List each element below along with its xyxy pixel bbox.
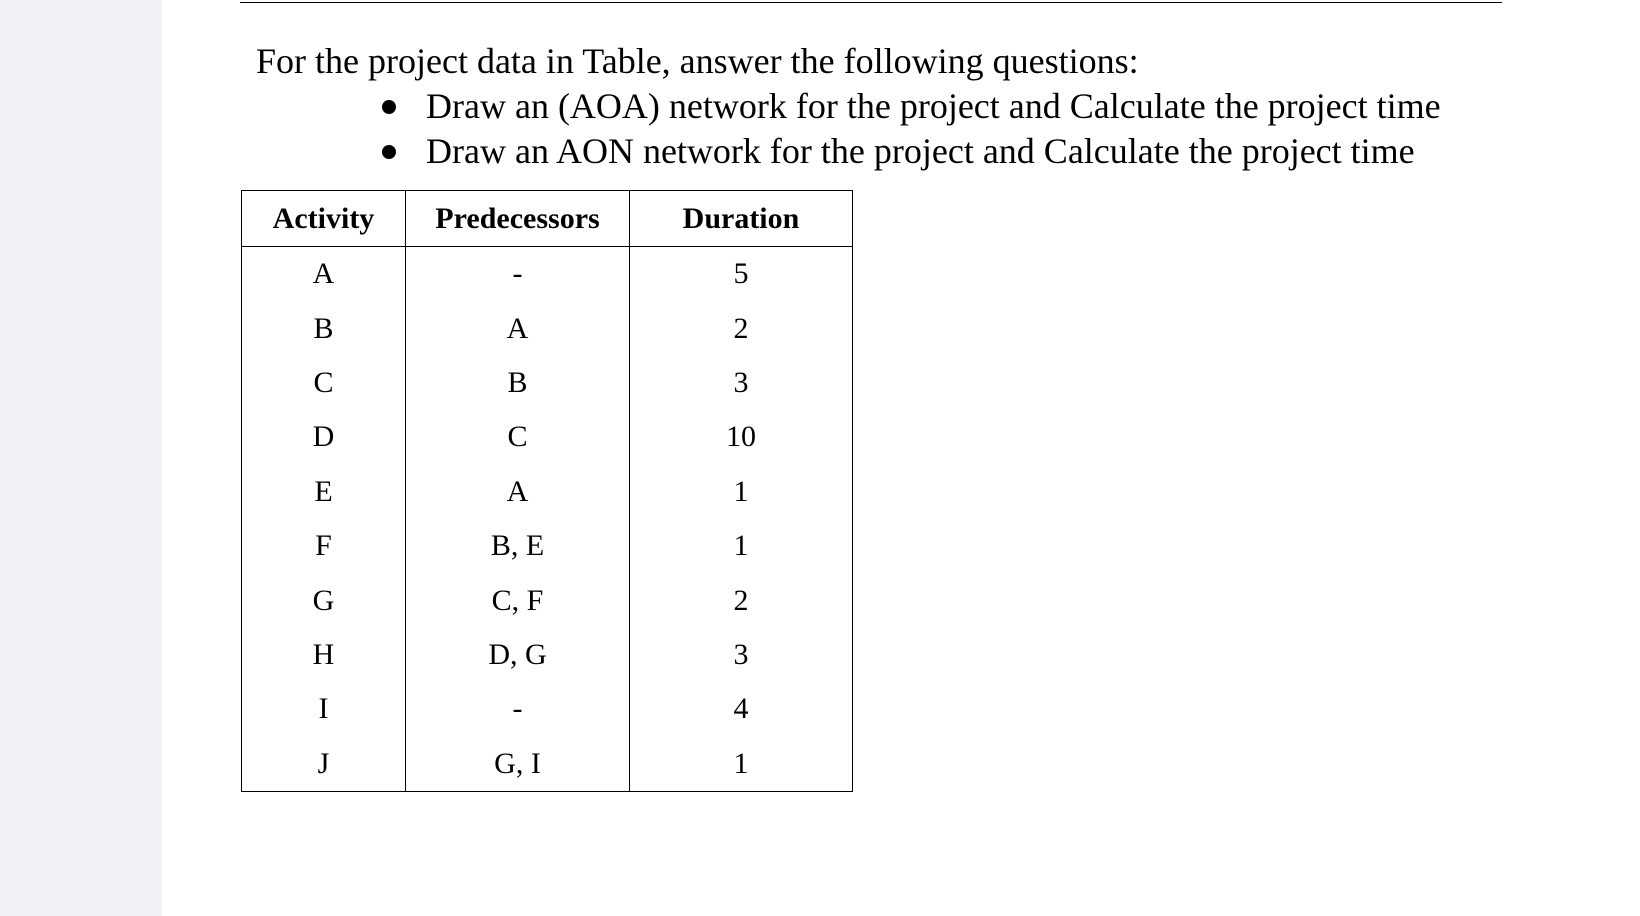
cell-activity: E — [242, 465, 406, 519]
header-duration: Duration — [630, 191, 853, 247]
table-row — [242, 519, 853, 573]
table-row — [242, 573, 853, 627]
table-row — [242, 737, 853, 792]
cell-activity: B — [242, 301, 406, 355]
cell-predecessors: G, I — [406, 737, 630, 792]
cell-predecessors: B — [406, 356, 630, 410]
table-row — [242, 356, 853, 410]
cell-activity: I — [242, 682, 406, 736]
header-activity: Activity — [242, 191, 406, 247]
cell-activity: H — [242, 628, 406, 682]
cell-activity: J — [242, 737, 406, 792]
table-header-row — [242, 191, 853, 247]
cell-activity: D — [242, 410, 406, 464]
table-row — [242, 465, 853, 519]
cell-predecessors: - — [406, 247, 630, 302]
bullet-text: Draw an AON network for the project and Calculate the project time — [426, 131, 1415, 171]
page-left-margin — [0, 0, 162, 916]
table-row — [242, 682, 853, 736]
cell-duration: 3 — [630, 628, 853, 682]
cell-duration: 4 — [630, 682, 853, 736]
cell-duration: 1 — [630, 737, 853, 792]
bullet-text: Draw an (AOA) network for the project and Calculate the project time — [426, 86, 1441, 126]
cell-duration: 2 — [630, 301, 853, 355]
bullet-item-aoa — [370, 84, 1441, 129]
cell-duration: 10 — [630, 410, 853, 464]
cell-duration: 1 — [630, 465, 853, 519]
cell-predecessors: B, E — [406, 519, 630, 573]
cell-predecessors: C, F — [406, 573, 630, 627]
table-row — [242, 628, 853, 682]
cell-duration: 1 — [630, 519, 853, 573]
cell-predecessors: - — [406, 682, 630, 736]
cell-predecessors: D, G — [406, 628, 630, 682]
header-predecessors: Predecessors — [406, 191, 630, 247]
cell-predecessors: A — [406, 301, 630, 355]
cell-duration: 2 — [630, 573, 853, 627]
cell-activity: G — [242, 573, 406, 627]
cell-predecessors: A — [406, 465, 630, 519]
cell-duration: 5 — [630, 247, 853, 302]
bullet-dot-icon — [382, 145, 396, 159]
table-row — [242, 410, 853, 464]
cell-activity: F — [242, 519, 406, 573]
cell-duration: 3 — [630, 356, 853, 410]
cell-activity: A — [242, 247, 406, 302]
question-bullet-list — [370, 84, 1441, 174]
cell-activity: C — [242, 356, 406, 410]
table-row — [242, 301, 853, 355]
bullet-item-aon — [370, 129, 1441, 174]
bullet-dot-icon — [382, 100, 396, 114]
top-rule-divider — [240, 2, 1502, 3]
question-intro: For the project data in Table, answer the following questions: — [256, 41, 1139, 81]
project-data-table — [241, 190, 853, 792]
table-row — [242, 247, 853, 302]
cell-predecessors: C — [406, 410, 630, 464]
